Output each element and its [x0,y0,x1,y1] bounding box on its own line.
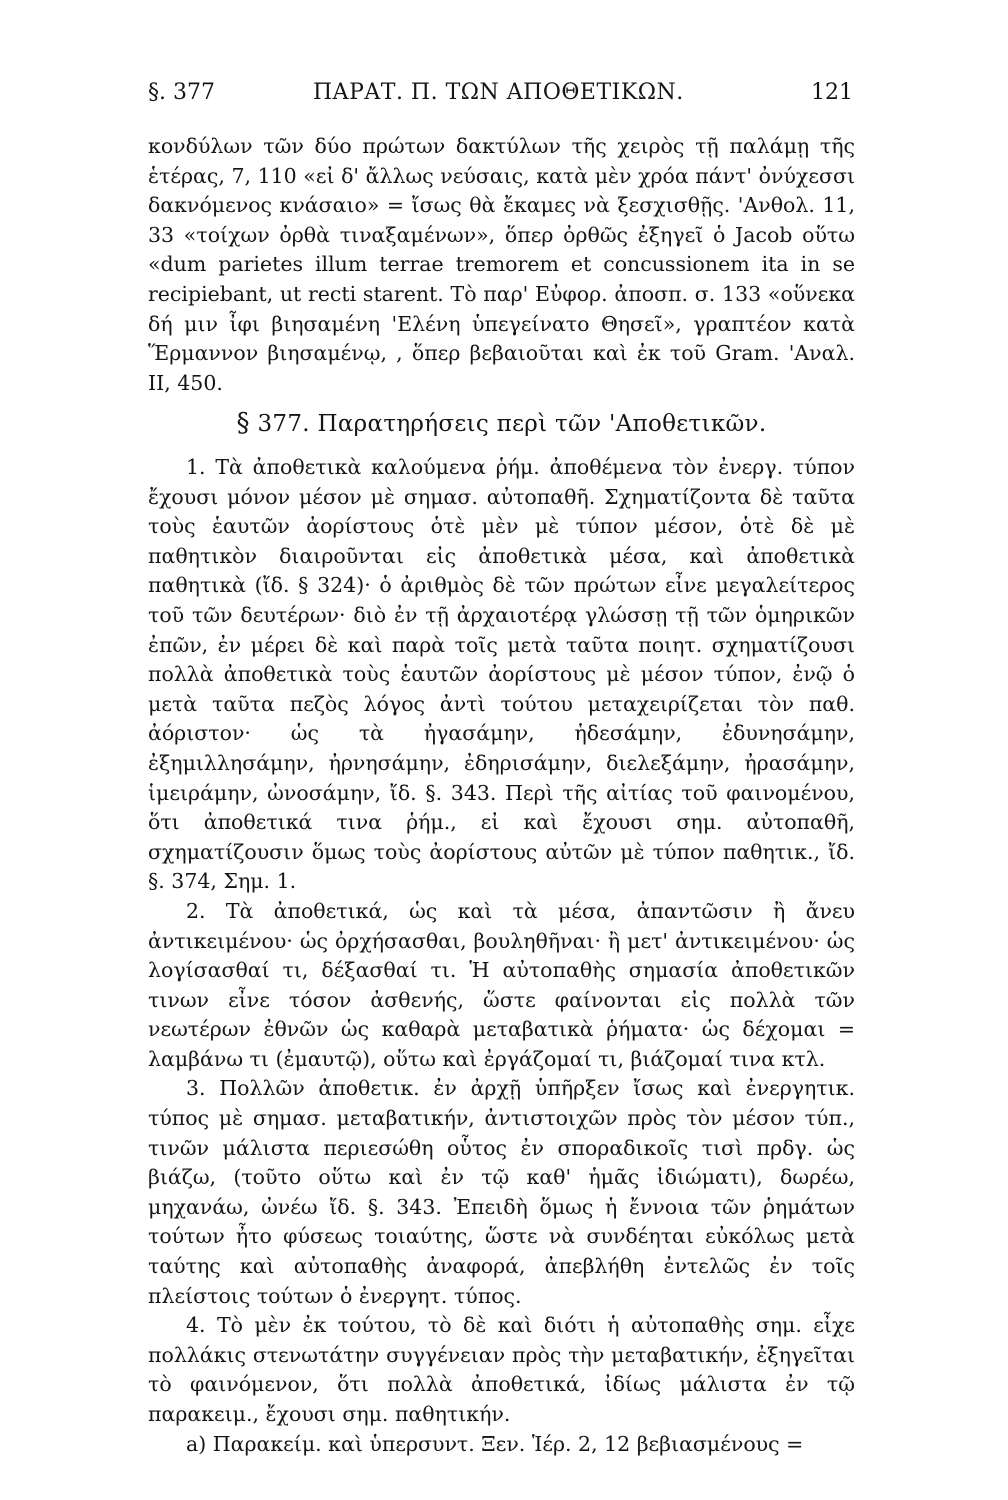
paragraph-1: 1. Τὰ ἀποθετικὰ καλούμενα ῥήμ. ἀποθέμενα τὸν ἐνεργ. τύπον ἔχουσι μόνον μέσον μὲ σημασ. αὐτοπαθῆ. Σχηματίζοντα δὲ ταῦτα τοὺς ἑαυτῶν ἀορίστους ὁτὲ μὲν μὲ τύπον μέσον, ὁτὲ δὲ μὲ παθητικὸν διαιροῦνται εἰς ἀποθετικὰ μέσα, καὶ ἀποθετικὰ παθητικὰ (ἴδ. § 324)· ὁ ἀριθμὸς δὲ τῶν πρώτων εἶνε μεγαλείτερος τοῦ τῶν δευτέρων· διὸ ἐν τῇ ἀρχαιοτέρᾳ γλώσσῃ τῇ τῶν ὁμηρικῶν ἐπῶν, ἐν μέρει δὲ καὶ παρὰ τοῖς μετὰ ταῦτα ποιητ. σχηματίζουσι πολλὰ ἀποθετικὰ τοὺς ἑαυτῶν ἀορίστους μὲ μέσον τύπον, ἐνῷ ὁ μετὰ ταῦτα πεζὸς λόγος ἀντὶ τούτου μεταχειρίζεται τὸν παθ. ἀόριστον· ὡς τὰ ἠγασάμην, ἡδεσάμην, ἐδυνησάμην, ἐξημιλλησάμην, ἠρνησάμην, ἐδηρισάμην, διελεξάμην, ἠρασάμην, ἱμειράμην, ὠνοσάμην, ἴδ. §. 343. Περὶ τῆς αἰτίας τοῦ φαινομένου, ὅτι ἀποθετικά τινα ῥήμ., εἰ καὶ ἔχουσι σημ. αὐτοπαθῆ, σχηματίζουσιν ὅμως τοὺς ἀορίστους αὐτῶν μὲ τύπον παθητικ., ἴδ. §. 374, Σημ. 1. [148,455,855,894]
section-heading [148,408,855,438]
running-header [148,80,853,120]
paragraph-3: 3. Πολλῶν ἀποθετικ. ἐν ἀρχῇ ὑπῆρξεν ἴσως καὶ ἐνεργητικ. τύπος μὲ σημασ. μεταβατικήν, ἀντιστοιχῶν πρὸς τὸν μέσον τύπ., τινῶν μάλιστα περιεσώθη οὗτος ἐν σποραδικοῖς τισὶ πρδγ. ὡς βιάζω, (τοῦτο οὕτω καὶ ἐν τῷ καθ' ἡμᾶς ἰδιώματι), δωρέω, μηχανάω, ὠνέω ἴδ. §. 343. Ἐπειδὴ ὅμως ἡ ἔννοια τῶν ῥημάτων τούτων ἦτο φύσεως τοιαύτης, ὥστε νὰ συνδέηται εὐκόλως μετὰ ταύτης καὶ αὐτοπαθὴς ἀναφορά, ἀπεβλήθη ἐντελῶς ἐν τοῖς πλείστοις τούτων ὁ ἐνεργητ. τύπος. [148,1076,855,1308]
paragraph-4a: a) Παρακείμ. καὶ ὑπερσυντ. Ξεν. Ἱέρ. 2, 12 βεβιασμένους = [186,1431,804,1456]
section-body [148,453,855,1459]
intro-paragraph: κονδύλων τῶν δύο πρώτων δακτύλων τῆς χειρὸς τῇ παλάμῃ τῆς ἑτέρας, 7, 110 «εἰ δ' ἄλλως νεύσαις, κατὰ μὲν χρόα πάντ' ὀνύχεσσι δακνόμενος κνάσαιο» = ἴσως θὰ ἔκαμες νὰ ξεσχισθῇς. 'Ανθολ. 11, 33 «τοίχων ὀρθὰ τιναξαμένων», ὅπερ ὀρθῶς ἐξηγεῖ ὁ Jacob οὕτω «dum parietes illum terrae tremorem et concussionem ita in se recipiebant, ut recti starent. Τὸ παρ' Εὐφορ. ἀποσπ. σ. 133 «οὕνεκα δή μιν ἶφι βιησαμένη 'Ελένη ὑπεγείνατο Θησεῖ», γραπτέον κατὰ Ἕρμαννον βιησαμένῳ, , ὅπερ βεβαιοῦται καὶ ἐκ τοῦ Gram. 'Αναλ. II, 450. [148,134,855,395]
page-number: 121 [811,80,853,105]
continued-text [148,132,855,398]
header-title: ΠΑΡΑΤ. Π. ΤΩΝ ΑΠΟΘΕΤΙΚΩΝ. [313,80,684,105]
section-title: 377. Παρατηρήσεις περὶ τῶν 'Αποθετικῶν. [257,411,767,437]
paragraph-2: 2. Τὰ ἀποθετικά, ὡς καὶ τὰ μέσα, ἀπαντῶσιν ἢ ἄνευ ἀντικειμένου· ὡς ὀρχήσασθαι, βουληθῆναι· ἢ μετ' ἀντικειμένου· ὡς λογίσασθαί τι, δέξασθαί τι. Ἡ αὐτοπαθὴς σημασία ἀποθετικῶν τινων εἶνε τόσον ἀσθενής, ὥστε φαίνονται εἰς πολλὰ τῶν νεωτέρων ἐθνῶν ὡς καθαρὰ μεταβατικὰ ῥήματα· ὡς δέχομαι = λαμβάνω τι (ἐμαυτῷ), οὕτω καὶ ἐργάζομαί τι, βιάζομαί τινα κτλ. [148,898,855,1071]
paragraph-4: 4. Τὸ μὲν ἐκ τούτου, τὸ δὲ καὶ διότι ἡ αὐτοπαθὴς σημ. εἶχε πολλάκις στενωτάτην συγγένειαν πρὸς τὴν μεταβατικήν, ἐξηγεῖται τὸ φαινόμενον, ὅτι πολλὰ ἀποθετικά, ἰδίως μάλιστα ἐν τῷ παρακειμ., ἔχουσι σημ. παθητικήν. [148,1313,855,1426]
header-section-ref: §. 377 [148,80,215,105]
section-symbol: § [236,408,250,438]
